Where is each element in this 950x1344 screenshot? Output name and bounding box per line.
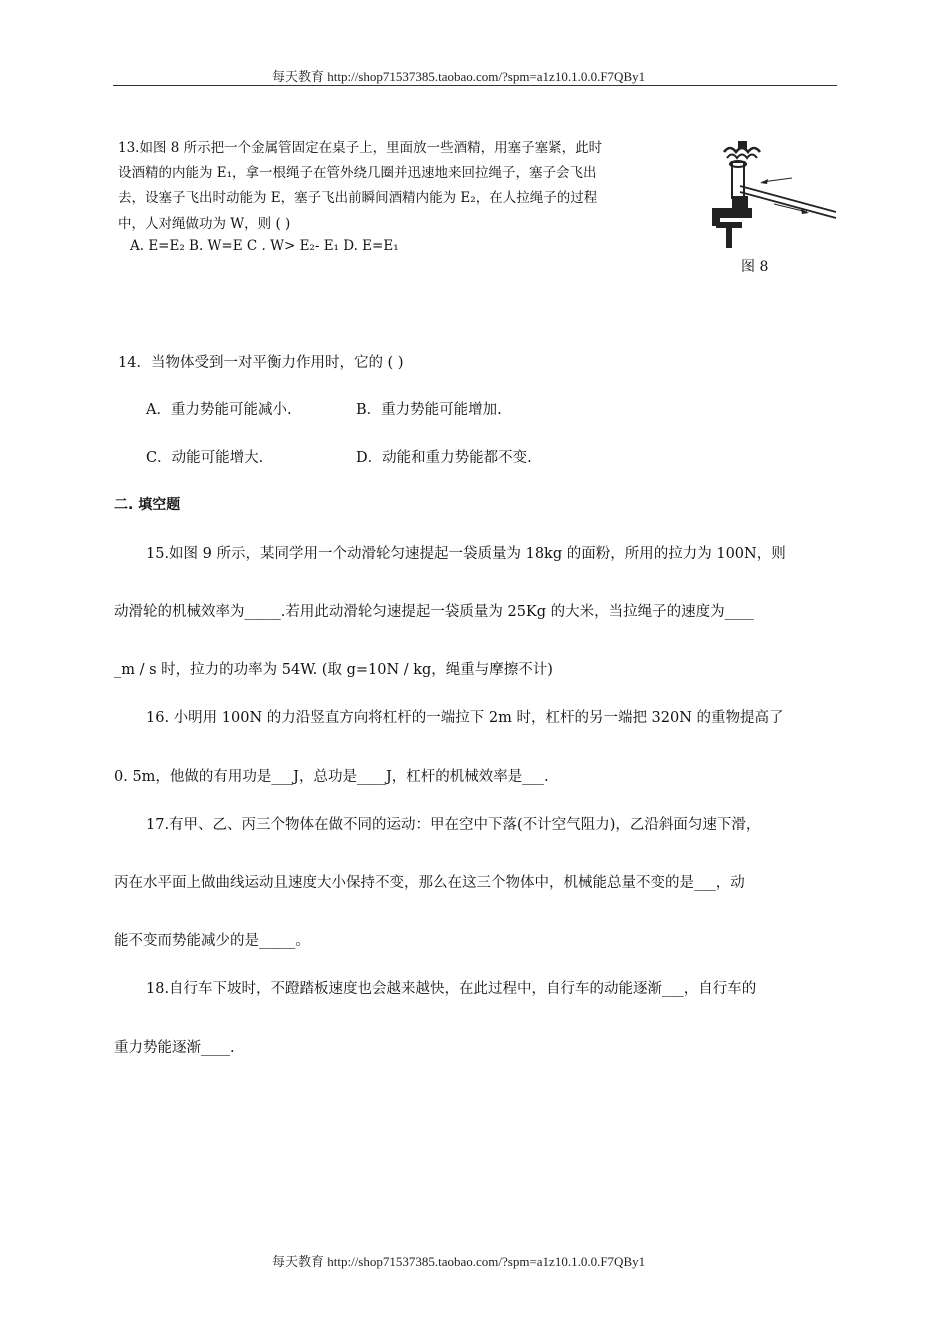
figure-8 <box>712 138 840 253</box>
q14-option-d: D．动能和重力势能都不变. <box>356 450 532 466</box>
q14-stem: 14．当物体受到一对平衡力作用时，它的 ( ) <box>118 355 404 371</box>
q13-line-3: 去，设塞子飞出时动能为 E，塞子飞出前瞬间酒精内能为 E₂，在人拉绳子的过程 <box>118 190 598 206</box>
q15-line-3: _m / s 时，拉力的功率为 54W. (取 g=10N / kg，绳重与摩擦不计) <box>114 662 553 678</box>
q18-line-2: 重力势能逐渐____. <box>114 1040 235 1056</box>
q18-line-1: 18.自行车下坡时，不蹬踏板速度也会越来越快，在此过程中，自行车的动能逐渐___，自行车的 <box>146 981 757 997</box>
q14-option-a: A．重力势能可能减小. <box>146 402 292 418</box>
page-footer: 每天教育 http://shop71537385.taobao.com/?spm=a1z10.1.0.0.F7QBy1 <box>272 1254 646 1269</box>
q13-line-2: 设酒精的内能为 E₁，拿一根绳子在管外绕几圈并迅速地来回拉绳子，塞子会飞出 <box>118 165 597 181</box>
header-rule <box>113 85 837 86</box>
q13-line-1: 13.如图 8 所示把一个金属管固定在桌子上，里面放一些酒精，用塞子塞紧，此时 <box>118 140 603 156</box>
section-title: 二. 填空题 <box>114 497 181 513</box>
figure-8-caption: 图 8 <box>741 259 769 275</box>
q14-option-b: B．重力势能可能增加. <box>356 402 502 418</box>
q15-line-2: 动滑轮的机械效率为_____.若用此动滑轮匀速提起一袋质量为 25Kg 的大米，当拉绳子的速度为____ <box>114 604 754 620</box>
q17-line-3: 能不变而势能减少的是_____。 <box>114 933 310 949</box>
q17-line-1: 17.有甲、乙、丙三个物体在做不同的运动：甲在空中下落(不计空气阻力)，乙沿斜面匀速下滑， <box>146 817 761 833</box>
metal-tube-apparatus-image <box>712 138 840 253</box>
q16-line-2: 0. 5m，他做的有用功是___J，总功是____J，杠杆的机械效率是___. <box>114 769 549 785</box>
q17-line-2: 丙在水平面上做曲线运动且速度大小保持不变，那么在这三个物体中，机械能总量不变的是___，动 <box>114 875 745 891</box>
q15-line-1: 15.如图 9 所示，某同学用一个动滑轮匀速提起一袋质量为 18kg 的面粉，所用的拉力为 100N，则 <box>146 546 786 562</box>
q13-line-4: 中，人对绳做功为 W，则 ( ) <box>118 216 291 232</box>
q16-line-1: 16. 小明用 100N 的力沿竖直方向将杠杆的一端拉下 2m 时，杠杆的另一端把 320N 的重物提高了 <box>146 710 784 726</box>
page-header: 每天教育 http://shop71537385.taobao.com/?spm=a1z10.1.0.0.F7QBy1 <box>272 69 646 84</box>
q14-option-c: C．动能可能增大. <box>146 450 264 466</box>
q13-options: A. E=E₂ B. W=E C . W> E₂- E₁ D. E=E₁ <box>130 238 399 254</box>
